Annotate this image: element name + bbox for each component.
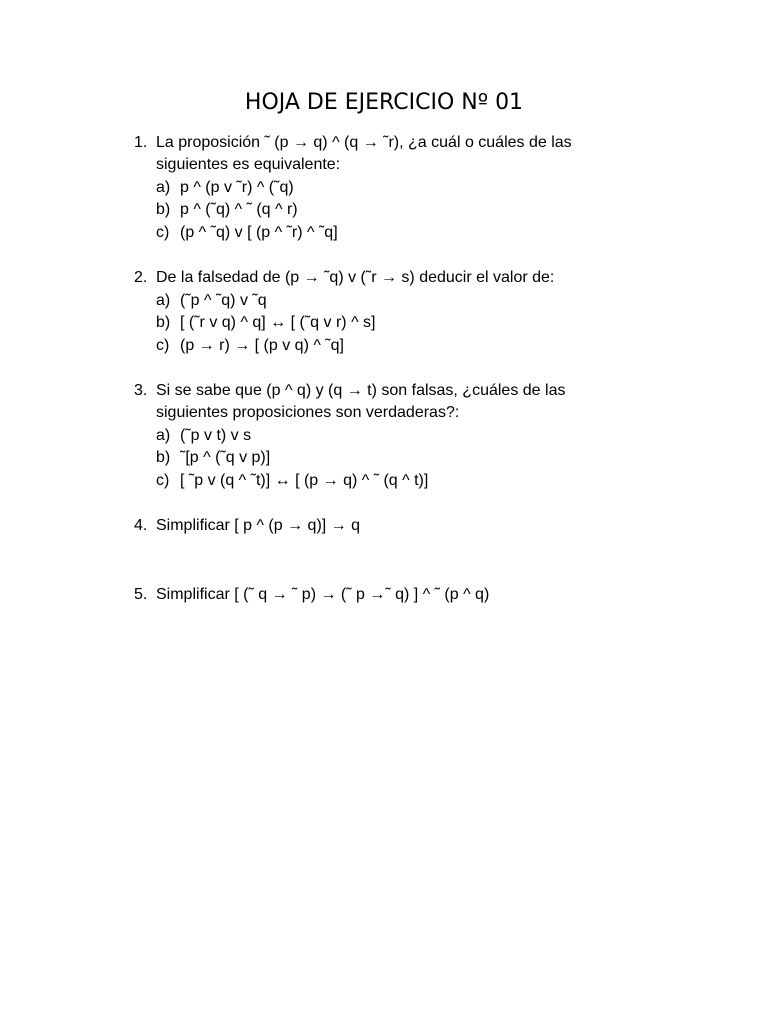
option-text: [ (˜r v q) ^ q] ↔ [ (˜q v r) ^ s] [180,314,376,331]
option-text: (˜p v t) v s [180,427,252,444]
question-number: 2. [134,269,148,286]
option-text: p ^ (p v ˜r) ^ (˜q) [180,179,294,196]
question-text: Simplificar [ p ^ (p → q)] → q [156,517,360,534]
option-letter: b) [156,314,171,331]
option-letter: a) [156,179,171,196]
option-letter: c) [156,472,170,489]
option-text: (˜p ^ ˜q) v ˜q [180,292,267,309]
option-letter: c) [156,224,170,241]
option-text: (p ^ ˜q) v [ (p ^ ˜r) ^ ˜q] [180,224,338,241]
option-text: ˜[p ^ (˜q v p)] [180,449,271,466]
question-text: siguientes es equivalente: [156,156,341,173]
option-letter: c) [156,337,170,354]
page-title: HOJA DE EJERCICIO Nº 01 [244,90,524,115]
option-letter: a) [156,292,171,309]
question-number: 3. [134,382,148,399]
question-text: De la falsedad de (p → ˜q) v (˜r → s) deducir el valor de: [156,269,555,286]
question-number: 5. [134,586,148,603]
question-number: 1. [134,134,148,151]
question-text: Simplificar [ (˜ q → ˜ p) → (˜ p →˜ q) ] ^ ˜ (p ^ q) [156,586,490,603]
question-text: La proposición ˜ (p → q) ^ (q → ˜r), ¿a cuál o cuáles de las [156,134,572,151]
question-number: 4. [134,517,148,534]
option-letter: a) [156,427,171,444]
option-letter: b) [156,201,171,218]
option-text: (p → r) → [ (p v q) ^ ˜q] [180,337,344,354]
question-text: Si se sabe que (p ^ q) y (q → t) son falsas, ¿cuáles de las [156,382,566,399]
option-text: p ^ (˜q) ^ ˜ (q ^ r) [180,201,298,218]
question-text: siguientes proposiciones son verdaderas?: [156,404,460,421]
option-text: [ ˜p v (q ^ ˜t)] ↔ [ (p → q) ^ ˜ (q ^ t)] [180,472,429,489]
option-letter: b) [156,449,171,466]
